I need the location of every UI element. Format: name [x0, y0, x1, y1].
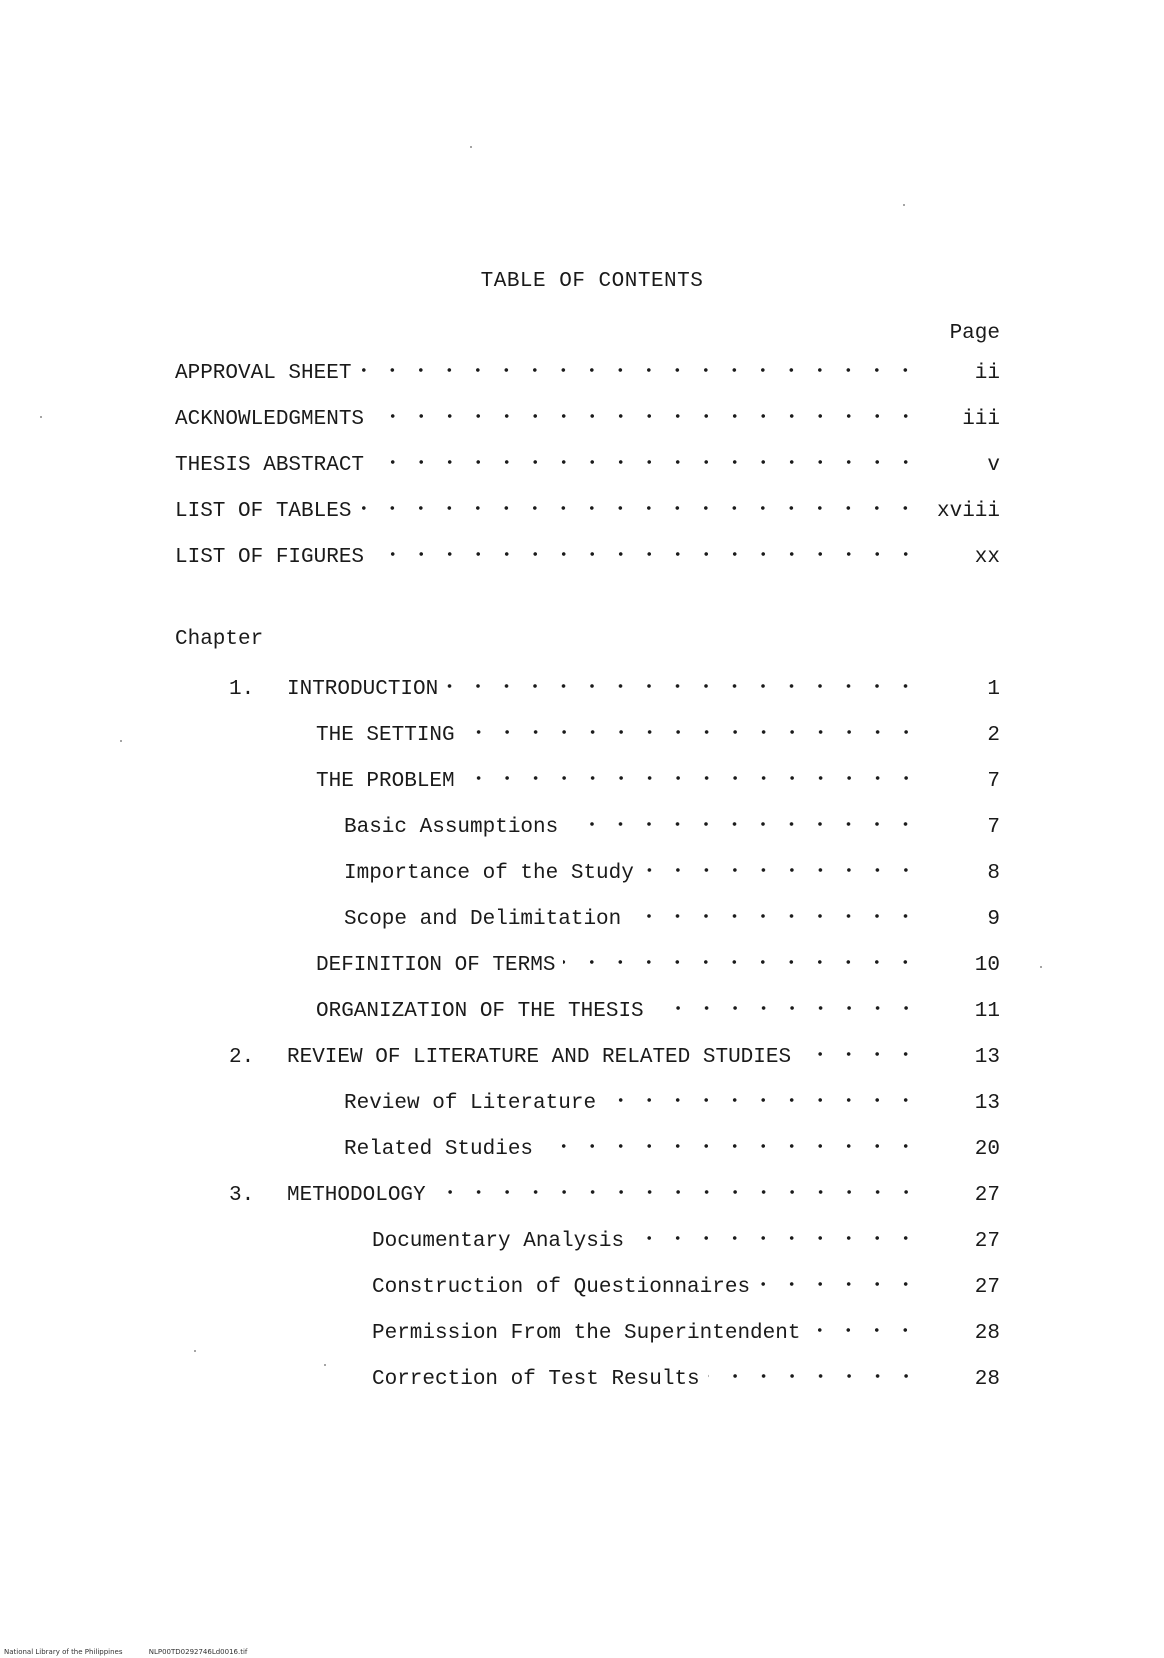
scan-speck	[1040, 966, 1042, 968]
dot-leader	[359, 360, 920, 380]
toc-entry-label: THESIS ABSTRACT	[175, 454, 365, 477]
toc-entry	[344, 858, 1000, 888]
toc-entry	[175, 404, 1000, 434]
toc-entry-label: Scope and Delimitation	[344, 908, 622, 931]
toc-entry-page: 28	[974, 1368, 1000, 1391]
toc-entry-page: 9	[987, 908, 1000, 931]
toc-chapter-entry	[229, 674, 1000, 704]
toc-entry-label: DEFINITION OF TERMS	[316, 954, 556, 977]
scan-speck	[194, 1350, 196, 1352]
toc-entry	[316, 996, 1000, 1026]
dot-leader	[799, 1044, 920, 1064]
scan-speck	[470, 146, 472, 148]
toc-entry-label: Basic Assumptions	[344, 816, 559, 839]
dot-leader	[434, 1182, 920, 1202]
toc-entry	[175, 450, 1000, 480]
dot-leader	[652, 998, 920, 1018]
dot-leader	[563, 952, 920, 972]
toc-entry-label: REVIEW OF LITERATURE AND RELATED STUDIES	[287, 1046, 792, 1069]
toc-entry-label: THE PROBLEM	[316, 770, 455, 793]
dot-leader	[642, 860, 920, 880]
chapter-number: 3.	[229, 1184, 255, 1207]
toc-entry-label: Correction of Test Results	[372, 1368, 700, 1391]
dot-leader	[629, 906, 920, 926]
toc-entry-page: 8	[987, 862, 1000, 885]
toc-entry-page: 11	[974, 1000, 1000, 1023]
scan-speck	[120, 740, 122, 742]
toc-entry-label: Documentary Analysis	[372, 1230, 625, 1253]
toc-entry	[175, 542, 1000, 572]
toc-entry-label: Importance of the Study	[344, 862, 634, 885]
dot-leader	[632, 1228, 920, 1248]
dot-leader	[372, 406, 920, 426]
dot-leader	[604, 1090, 920, 1110]
dot-leader	[708, 1366, 920, 1386]
dot-leader	[372, 544, 920, 564]
dot-leader	[463, 768, 920, 788]
toc-entry	[316, 766, 1000, 796]
toc-entry-page: 27	[974, 1230, 1000, 1253]
dot-leader	[359, 498, 920, 518]
toc-entry	[316, 720, 1000, 750]
toc-entry-page: ii	[974, 362, 1000, 385]
toc-entry-label: Permission From the Superintendent	[372, 1322, 801, 1345]
dot-leader	[808, 1320, 920, 1340]
toc-entry	[372, 1226, 1000, 1256]
toc-entry-label: THE SETTING	[316, 724, 455, 747]
page-column-header: Page	[949, 322, 1000, 345]
toc-entry-label: Related Studies	[344, 1138, 534, 1161]
footer-library: National Library of the Philippines	[4, 1648, 123, 1656]
toc-entry-page: 27	[974, 1184, 1000, 1207]
toc-chapter-entry	[229, 1180, 1000, 1210]
toc-entry	[344, 812, 1000, 842]
chapter-heading: Chapter	[175, 628, 264, 651]
toc-entry-label: LIST OF TABLES	[175, 500, 352, 523]
toc-entry	[175, 358, 1000, 388]
toc-entry	[344, 904, 1000, 934]
toc-entry-page: 7	[987, 770, 1000, 793]
toc-entry-page: xx	[974, 546, 1000, 569]
toc-entry-page: 13	[974, 1092, 1000, 1115]
scan-speck	[903, 204, 905, 206]
dot-leader	[446, 676, 920, 696]
toc-entry-page: 28	[974, 1322, 1000, 1345]
dot-leader	[541, 1136, 920, 1156]
toc-entry-page: 2	[987, 724, 1000, 747]
dot-leader	[566, 814, 920, 834]
dot-leader	[372, 452, 920, 472]
toc-entry-page: 7	[987, 816, 1000, 839]
toc-chapter-entry	[229, 1042, 1000, 1072]
toc-entry-page: 20	[974, 1138, 1000, 1161]
scan-speck	[40, 416, 42, 418]
toc-entry-page: 10	[974, 954, 1000, 977]
toc-entry	[372, 1272, 1000, 1302]
toc-entry-page: iii	[962, 408, 1000, 431]
toc-entry	[175, 496, 1000, 526]
toc-entry	[344, 1134, 1000, 1164]
scan-footer	[4, 1648, 247, 1656]
toc-entry-page: v	[987, 454, 1000, 477]
footer-file: NLP00TD0292746Ld0016.tif	[148, 1648, 248, 1656]
toc-entry	[372, 1318, 1000, 1348]
scan-speck	[324, 1364, 326, 1366]
page-title: TABLE OF CONTENTS	[480, 270, 704, 293]
toc-entry-page: 27	[974, 1276, 1000, 1299]
dot-leader	[758, 1274, 920, 1294]
toc-entry-label: Review of Literature	[344, 1092, 597, 1115]
toc-entry-page: 13	[974, 1046, 1000, 1069]
toc-entry-label: ACKNOWLEDGMENTS	[175, 408, 365, 431]
toc-entry	[372, 1364, 1000, 1394]
toc-entry	[316, 950, 1000, 980]
toc-entry-label: Construction of Questionnaires	[372, 1276, 751, 1299]
toc-entry-label: APPROVAL SHEET	[175, 362, 352, 385]
toc-entry-label: INTRODUCTION	[287, 678, 439, 701]
chapter-number: 1.	[229, 678, 255, 701]
toc-entry-label: ORGANIZATION OF THE THESIS	[316, 1000, 644, 1023]
chapter-number: 2.	[229, 1046, 255, 1069]
toc-entry	[344, 1088, 1000, 1118]
toc-entry-page: xviii	[936, 500, 1000, 523]
dot-leader	[463, 722, 920, 742]
toc-entry-page: 1	[987, 678, 1000, 701]
toc-entry-label: LIST OF FIGURES	[175, 546, 365, 569]
toc-entry-label: METHODOLOGY	[287, 1184, 426, 1207]
